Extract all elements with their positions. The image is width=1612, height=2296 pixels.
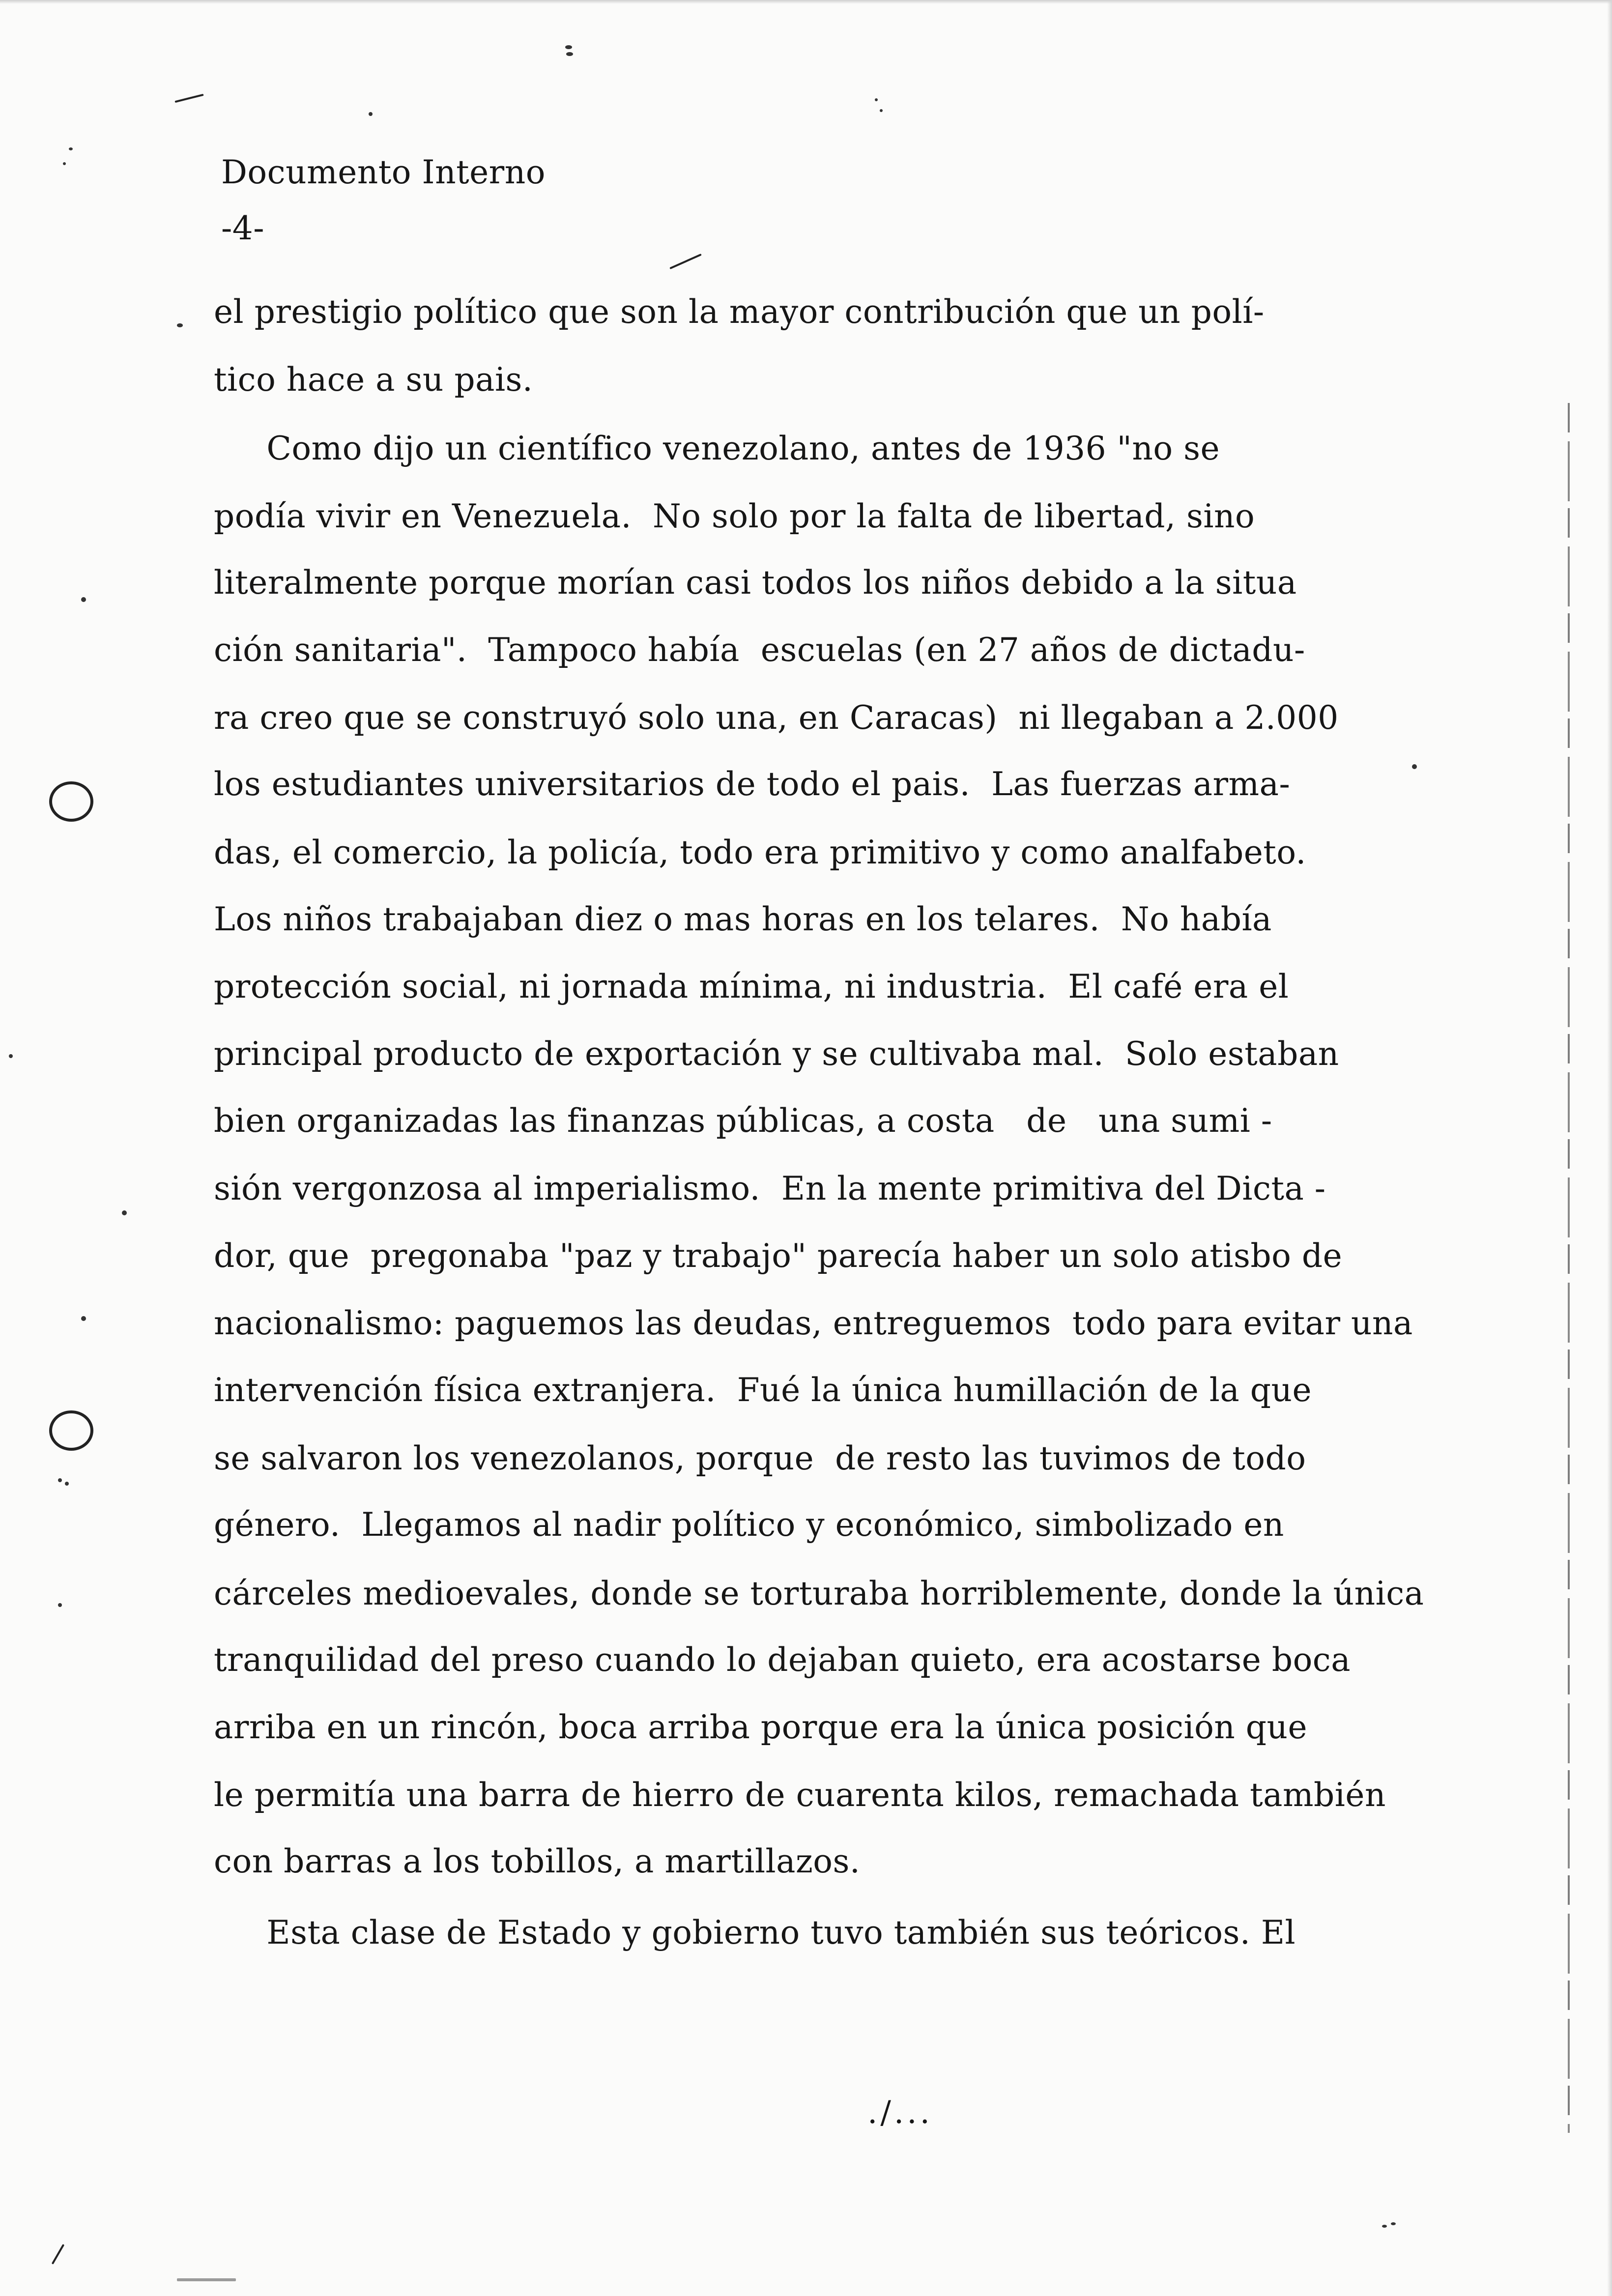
text-line: Los niños trabajaban diez o mas horas en los telares. No había: [214, 900, 1272, 938]
text-line: cárceles medioevales, donde se torturaba horriblemente, donde la única: [214, 1575, 1424, 1612]
scan-speck: [69, 147, 73, 150]
scan-speck: [58, 1603, 62, 1607]
scan-speck: [9, 1054, 13, 1058]
scan-speck: [565, 45, 572, 49]
scan-speck: [81, 1316, 86, 1321]
text-line: literalmente porque morían casi todos los niños debido a la situa: [214, 564, 1297, 602]
document-header-title: Documento Interno: [221, 153, 546, 191]
scan-speck: [63, 162, 66, 165]
text-line: sión vergonzosa al imperialismo. En la mente primitiva del Dicta -: [214, 1170, 1326, 1207]
text-line: con barras a los tobillos, a martillazos.: [214, 1842, 861, 1880]
text-line: ra creo que se construyó solo una, en Caracas) ni llegaban a 2.000: [214, 699, 1339, 737]
text-line: principal producto de exportación y se cultivaba mal. Solo estaban: [214, 1035, 1339, 1073]
scan-speck: [58, 1478, 62, 1482]
scan-mark: [174, 94, 203, 103]
text-line: Esta clase de Estado y gobierno tuvo también sus teóricos. El: [214, 1914, 1296, 1952]
scan-mark: [177, 2278, 236, 2281]
margin-line: [1568, 403, 1570, 2133]
scan-speck: [369, 112, 373, 116]
scan-mark: [52, 2244, 64, 2265]
punch-hole: [49, 1410, 93, 1451]
scan-speck: [1391, 2222, 1396, 2225]
text-line: tico hace a su pais.: [214, 361, 533, 399]
text-line: podía vivir en Venezuela. No solo por la falta de libertad, sino: [214, 497, 1255, 535]
scan-speck: [1382, 2225, 1387, 2228]
scan-speck: [65, 1482, 69, 1486]
text-line: arriba en un rincón, boca arriba porque era la única posición que: [214, 1708, 1308, 1746]
text-line: el prestigio político que son la mayor contribución que un polí-: [214, 293, 1265, 331]
text-line: das, el comercio, la policía, todo era primitivo y como analfabeto.: [214, 833, 1306, 871]
text-line: se salvaron los venezolanos, porque de resto las tuvimos de todo: [214, 1439, 1306, 1477]
scan-mark: [669, 254, 702, 269]
scan-speck: [177, 323, 183, 327]
continuation-mark: ./...: [867, 2095, 933, 2131]
scan-speck: [122, 1210, 127, 1215]
scan-speck: [1412, 764, 1417, 769]
scan-right-edge: [1607, 0, 1612, 2296]
text-line: intervención física extranjera. Fué la única humillación de la que: [214, 1371, 1312, 1409]
text-line: le permitía una barra de hierro de cuarenta kilos, remachada también: [214, 1776, 1386, 1814]
scan-speck: [875, 98, 878, 101]
page-number: -4-: [221, 209, 265, 247]
text-line: bien organizadas las finanzas públicas, a costa de una sumi -: [214, 1102, 1272, 1140]
text-line: ción sanitaria". Tampoco había escuelas (en 27 años de dictadu-: [214, 631, 1305, 669]
scan-top-edge: [0, 0, 1612, 4]
scan-speck: [566, 52, 573, 56]
scan-speck: [880, 109, 883, 112]
text-line: dor, que pregonaba "paz y trabajo" parecía haber un solo atisbo de: [214, 1237, 1343, 1275]
punch-hole: [49, 781, 93, 822]
text-line: protección social, ni jornada mínima, ni industria. El café era el: [214, 968, 1289, 1005]
text-line: tranquilidad del preso cuando lo dejaban quieto, era acostarse boca: [214, 1641, 1351, 1679]
text-line: nacionalismo: paguemos las deudas, entreguemos todo para evitar una: [214, 1304, 1413, 1342]
text-line: Como dijo un científico venezolano, antes de 1936 "no se: [214, 430, 1220, 467]
text-line: género. Llegamos al nadir político y económico, simbolizado en: [214, 1506, 1284, 1544]
text-line: los estudiantes universitarios de todo el pais. Las fuerzas arma-: [214, 765, 1291, 803]
scan-speck: [81, 597, 86, 602]
